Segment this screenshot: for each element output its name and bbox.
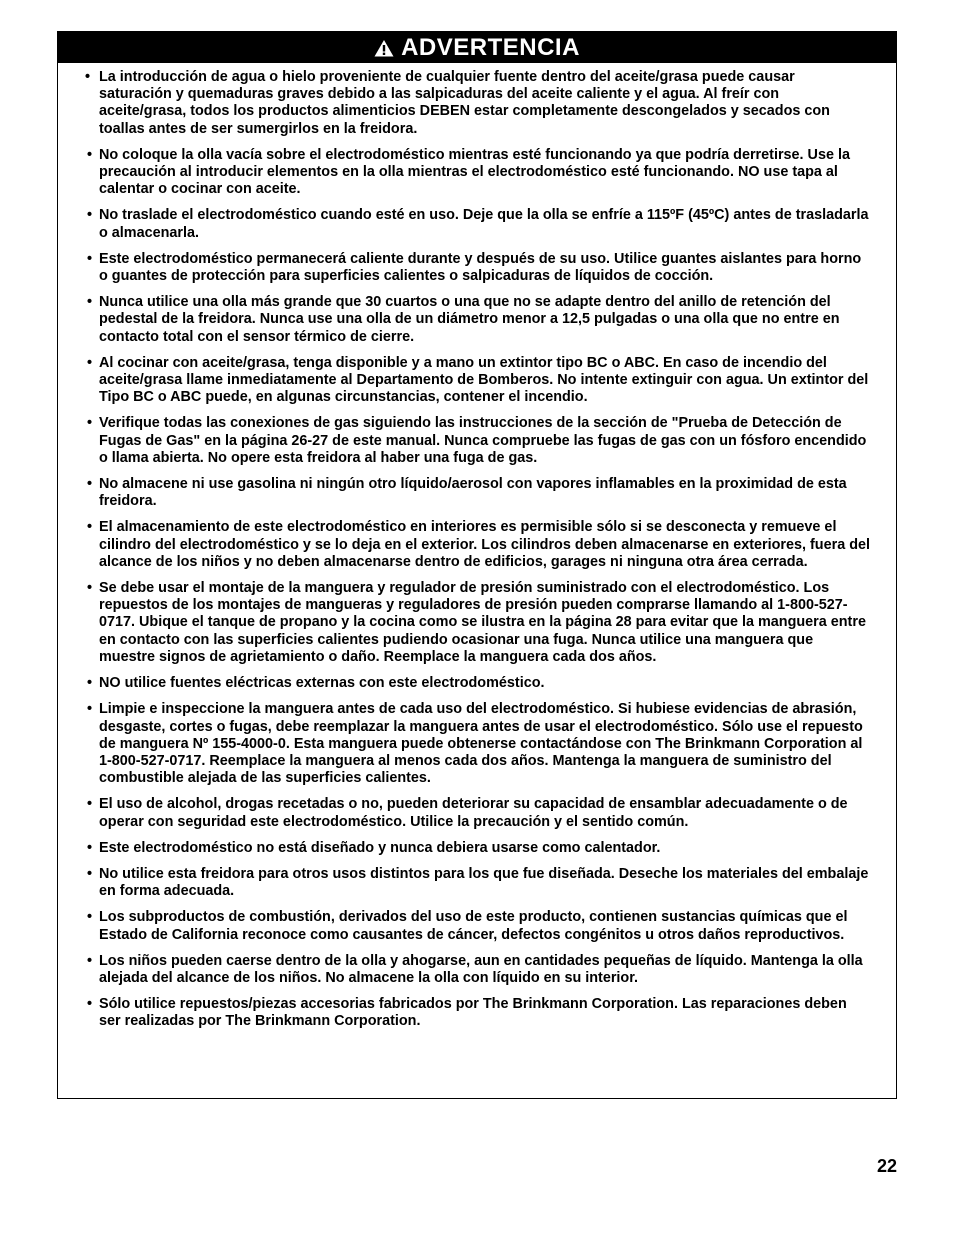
warning-item: • No almacene ni use gasolina ni ningún otro líquido/aerosol con vapores inflamables en la proximidad de esta freidora.: [99, 476, 870, 510]
warning-item: • No utilice esta freidora para otros usos distintos para los que fue diseñada. Deseche los materiales del embalaje en forma adecuada.: [99, 866, 870, 900]
warning-item: • El almacenamiento de este electrodoméstico en interiores es permisible sólo si se desconecta y remueve el cilindro del electrodoméstico y se lo deja en el exterior. Los cilindros deben almacenarse en exteriores, fuera del alcance de los niños y no deben almacenarse dentro de edificios, garages ni ninguna otra área cerrada.: [99, 519, 870, 571]
warning-item: • Los subproductos de combustión, derivados del uso de este producto, contienen sustancias químicas que el Estado de California reconoce como causantes de cáncer, defectos congénitos u otros daños reproductivos.: [99, 909, 870, 943]
warning-item: • Se debe usar el montaje de la manguera y regulador de presión suministrado con el electrodoméstico. Los repuestos de los montajes de mangueras y reguladores de presión pueden comprarse llamando al 1-800-527-0717. Ubique el tanque de propano y la cocina como se ilustra en la página 28 para evitar que la manguera entre en contacto con las superficies calientes pudiendo ocasionar una fuga. Nunca utilice una manguera que muestre signos de agrietamiento o daño. Reemplace la manguera cada dos años.: [99, 580, 870, 666]
warning-item: • NO utilice fuentes eléctricas externas con este electrodoméstico.: [99, 675, 870, 692]
warning-list: [58, 63, 896, 1031]
warning-box: [57, 31, 897, 1099]
warning-item: • No traslade el electrodoméstico cuando esté en uso. Deje que la olla se enfríe a 115ºF (45ºC) antes de trasladarla o almacenarla.: [99, 207, 870, 241]
warning-triangle-icon: [374, 39, 394, 57]
warning-item: • Este electrodoméstico permanecerá caliente durante y después de su uso. Utilice guantes aislantes para horno o guantes de protección para superficies calientes o salpicaduras de líquidos de cocción.: [99, 251, 870, 285]
warning-item: • Al cocinar con aceite/grasa, tenga disponible y a mano un extintor tipo BC o ABC. En caso de incendio del aceite/grasa llame inmediatamente al Departamento de Bomberos. No intente extinguir con agua. Un extintor del Tipo BC o ABC puede, en algunas circunstancias, contener el incendio.: [99, 355, 870, 407]
warning-item: • Sólo utilice repuestos/piezas accesorias fabricados por The Brinkmann Corporation. Las reparaciones deben ser realizadas por The Brinkmann Corporation.: [99, 996, 870, 1030]
warning-item: • El uso de alcohol, drogas recetadas o no, pueden deteriorar su capacidad de ensamblar adecuadamente o de operar con seguridad este electrodoméstico. Utilice la precaución y el sentido común.: [99, 796, 870, 830]
warning-item: • La introducción de agua o hielo proveniente de cualquier fuente dentro del aceite/grasa puede causar saturación y quemaduras graves debido a las salpicaduras del aceite caliente y el agua. Al freír con aceite/grasa, todos los productos alimenticios DEBEN estar completamente descongelados y secados con toallas antes de ser sumergirlos en la freidora.: [99, 69, 870, 138]
warning-title: ADVERTENCIA: [401, 33, 580, 61]
warning-item: • Los niños pueden caerse dentro de la olla y ahogarse, aun en cantidades pequeñas de líquido. Mantenga la olla alejada del alcance de los niños. No almacene la olla con líquido en su interior.: [99, 953, 870, 987]
warning-item: • No coloque la olla vacía sobre el electrodoméstico mientras esté funcionando ya que podría derretirse. Use la precaución al introducir elementos en la olla mientras el electrodoméstico esté funcionando. NO use tapa al calentar o cocinar con aceite.: [99, 147, 870, 199]
warning-header: [58, 32, 896, 63]
page-number: 22: [876, 1156, 897, 1176]
warning-item: • Nunca utilice una olla más grande que 30 cuartos o una que no se adapte dentro del anillo de retención del pedestal de la freidora. Nunca use una olla de un diámetro menor a 12,5 pulgadas o una olla que no entre en contacto total con el sensor térmico de cierre.: [99, 294, 870, 346]
warning-item: • Este electrodoméstico no está diseñado y nunca debiera usarse como calentador.: [99, 840, 870, 857]
warning-item: • Limpie e inspeccione la manguera antes de cada uso del electrodoméstico. Si hubiese evidencias de abrasión, desgaste, cortes o fugas, debe reemplazar la manguera antes de usar el electrodoméstico. Sólo use el repuesto de manguera Nº 155-4000-0. Esta manguera puede obtenerse contactándose con The Brinkmann Corporation al 1-800-527-0717. Reemplace la manguera al menos cada dos años. Mantenga la manguera de suministro del combustible alejada de las superficies calientes.: [99, 701, 870, 787]
warning-item: • Verifique todas las conexiones de gas siguiendo las instrucciones de la sección de "Prueba de Detección de Fugas de Gas" en la página 26-27 de este manual. Nunca compruebe las fugas de gas con un fósforo encendido o llama abierta. No opere esta freidora al haber una fuga de gas.: [99, 415, 870, 467]
